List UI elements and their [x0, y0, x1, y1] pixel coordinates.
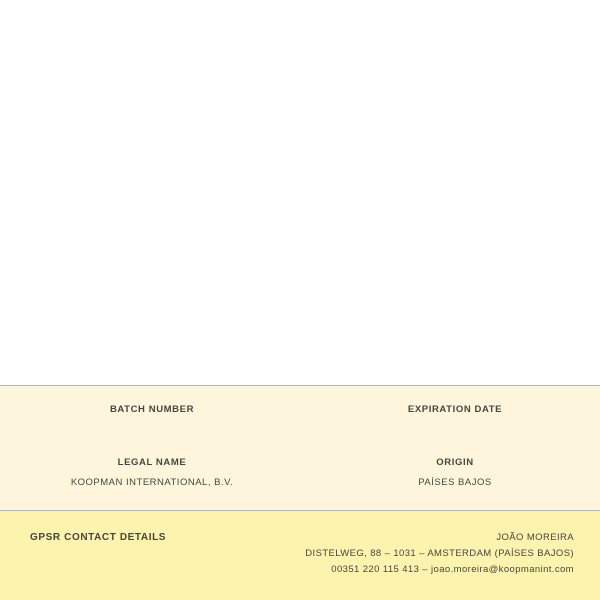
info-row-legalname-origin [0, 456, 600, 490]
origin-value: PAÍSES BAJOS [418, 477, 492, 488]
field-origin [300, 456, 600, 490]
legal-name-value: KOOPMAN INTERNATIONAL, B.V. [70, 477, 234, 488]
field-batch-number [0, 403, 300, 423]
gpsr-title: GPSR CONTACT DETAILS [30, 532, 167, 543]
origin-label: ORIGIN [436, 457, 474, 468]
legal-name-label: LEGAL NAME [117, 457, 187, 468]
gpsr-contact-phone-email: 00351 220 115 413 – joao.moreira@koopmanint.com [331, 564, 574, 575]
batch-number-label: BATCH NUMBER [109, 404, 195, 415]
field-legal-name [0, 456, 300, 490]
gpsr-contact-address: DISTELWEG, 88 – 1031 – AMSTERDAM (PAÍSES BAJOS) [305, 548, 574, 559]
field-expiration-date [300, 403, 600, 423]
gpsr-contact-panel [0, 510, 600, 600]
info-row-batch-expiration [0, 403, 600, 423]
gpsr-contact-block [305, 530, 574, 578]
expiration-date-label: EXPIRATION DATE [407, 404, 503, 415]
product-info-panel [0, 385, 600, 510]
gpsr-contact-name: JOÃO MOREIRA [496, 532, 574, 543]
